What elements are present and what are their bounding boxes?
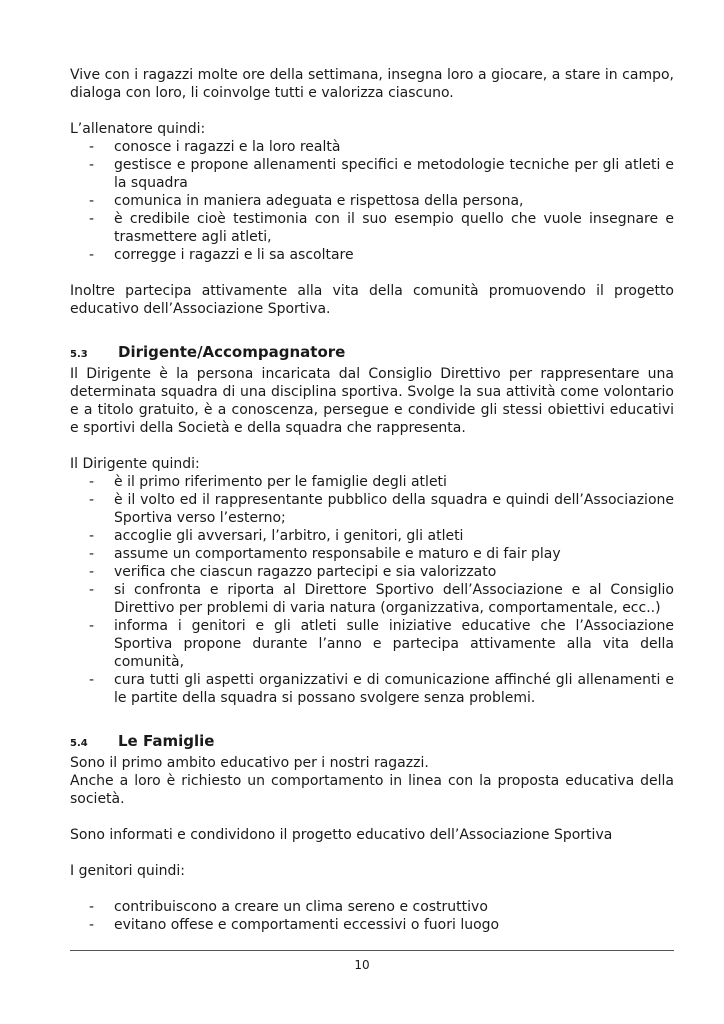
list-item: - corregge i ragazzi e li sa ascoltare <box>89 247 354 263</box>
list-item: - si confronta e riporta al Direttore Sportivo dell’Associazione e al Consiglio Direttivo per problemi di varia natura (organizzativa, comportamentale, ecc..) <box>89 582 674 616</box>
section-number: 5.4 <box>70 738 88 749</box>
parents-lead: I genitori quindi: <box>70 863 186 879</box>
list-item: - è credibile cioè testimonia con il suo esempio quello che vuole insegnare e trasmettere agli atleti, <box>89 211 674 245</box>
manager-list <box>70 473 674 707</box>
section-title: Le Famiglie <box>118 732 215 750</box>
dash-marker: - <box>89 917 95 933</box>
dash-marker: - <box>89 564 95 580</box>
coach-lead: L’allenatore quindi: <box>70 121 206 137</box>
list-item: - informa i genitori e gli atleti sulle iniziative educative che l’Associazione Sportiva propone durante l’anno e partecipa attivamente alla vita della comunità, <box>89 618 674 670</box>
dash-marker: - <box>89 211 95 227</box>
dash-marker: - <box>89 474 95 490</box>
intro-paragraph: Vive con i ragazzi molte ore della settimana, insegna loro a giocare, a stare in campo, dialoga con loro, li coinvolge tutti e valorizza ciascuno. <box>70 67 674 101</box>
families-line-2: Anche a loro è richiesto un comportamento in linea con la proposta educativa della società. <box>70 773 674 807</box>
list-item: - evitano offese e comportamenti eccessivi o fuori luogo <box>89 917 500 933</box>
footer-divider <box>70 950 674 951</box>
dash-marker: - <box>89 546 95 562</box>
dash-marker: - <box>89 193 95 209</box>
dash-marker: - <box>89 247 95 263</box>
dash-marker: - <box>89 618 95 634</box>
page-number: 10 <box>354 958 370 972</box>
section-number: 5.3 <box>70 349 88 360</box>
dash-marker: - <box>89 139 95 155</box>
dash-marker: - <box>89 157 95 173</box>
manager-paragraph: Il Dirigente è la persona incaricata dal Consiglio Direttivo per rappresentare una determinata squadra di una disciplina sportiva. Svolge la sua attività come volontario e a titolo gratuito, è a conoscenza, persegue e condivide gli stessi obiettivi educativi e sportivi della Società e della squadra che rappresenta. <box>70 366 674 436</box>
dash-marker: - <box>89 672 95 688</box>
manager-lead: Il Dirigente quindi: <box>70 456 200 472</box>
families-paragraph: Sono informati e condividono il progetto educativo dell’Associazione Sportiva <box>70 827 613 843</box>
coach-list <box>70 138 674 264</box>
list-item: - è il volto ed il rappresentante pubblico della squadra e quindi dell’Associazione Sportiva verso l’esterno; <box>89 492 674 526</box>
coach-closing-paragraph: Inoltre partecipa attivamente alla vita della comunità promuovendo il progetto educativo dell’Associazione Sportiva. <box>70 283 674 317</box>
section-heading-5-3 <box>70 342 674 365</box>
list-item: - contribuiscono a creare un clima sereno e costruttivo <box>89 899 488 915</box>
dash-marker: - <box>89 492 95 508</box>
list-item: - conosce i ragazzi e la loro realtà <box>89 139 341 155</box>
list-item: - comunica in maniera adeguata e rispettosa della persona, <box>89 193 524 209</box>
list-item: - assume un comportamento responsabile e maturo e di fair play <box>89 546 561 562</box>
list-item: - verifica che ciascun ragazzo partecipi e sia valorizzato <box>89 564 497 580</box>
list-item: - è il primo riferimento per le famiglie degli atleti <box>89 474 447 490</box>
list-item: - accoglie gli avversari, l’arbitro, i genitori, gli atleti <box>89 528 464 544</box>
dash-marker: - <box>89 528 95 544</box>
section-title: Dirigente/Accompagnatore <box>118 343 346 361</box>
list-item: - gestisce e propone allenamenti specifici e metodologie tecniche per gli atleti e la squadra <box>89 157 674 191</box>
dash-marker: - <box>89 899 95 915</box>
parents-list <box>70 898 674 934</box>
document-page <box>70 66 674 934</box>
families-line-1: Sono il primo ambito educativo per i nostri ragazzi. <box>70 755 429 771</box>
list-item: - cura tutti gli aspetti organizzativi e di comunicazione affinché gli allenamenti e le partite della squadra si possano svolgere senza problemi. <box>89 672 674 706</box>
section-heading-5-4 <box>70 731 674 754</box>
dash-marker: - <box>89 582 95 598</box>
